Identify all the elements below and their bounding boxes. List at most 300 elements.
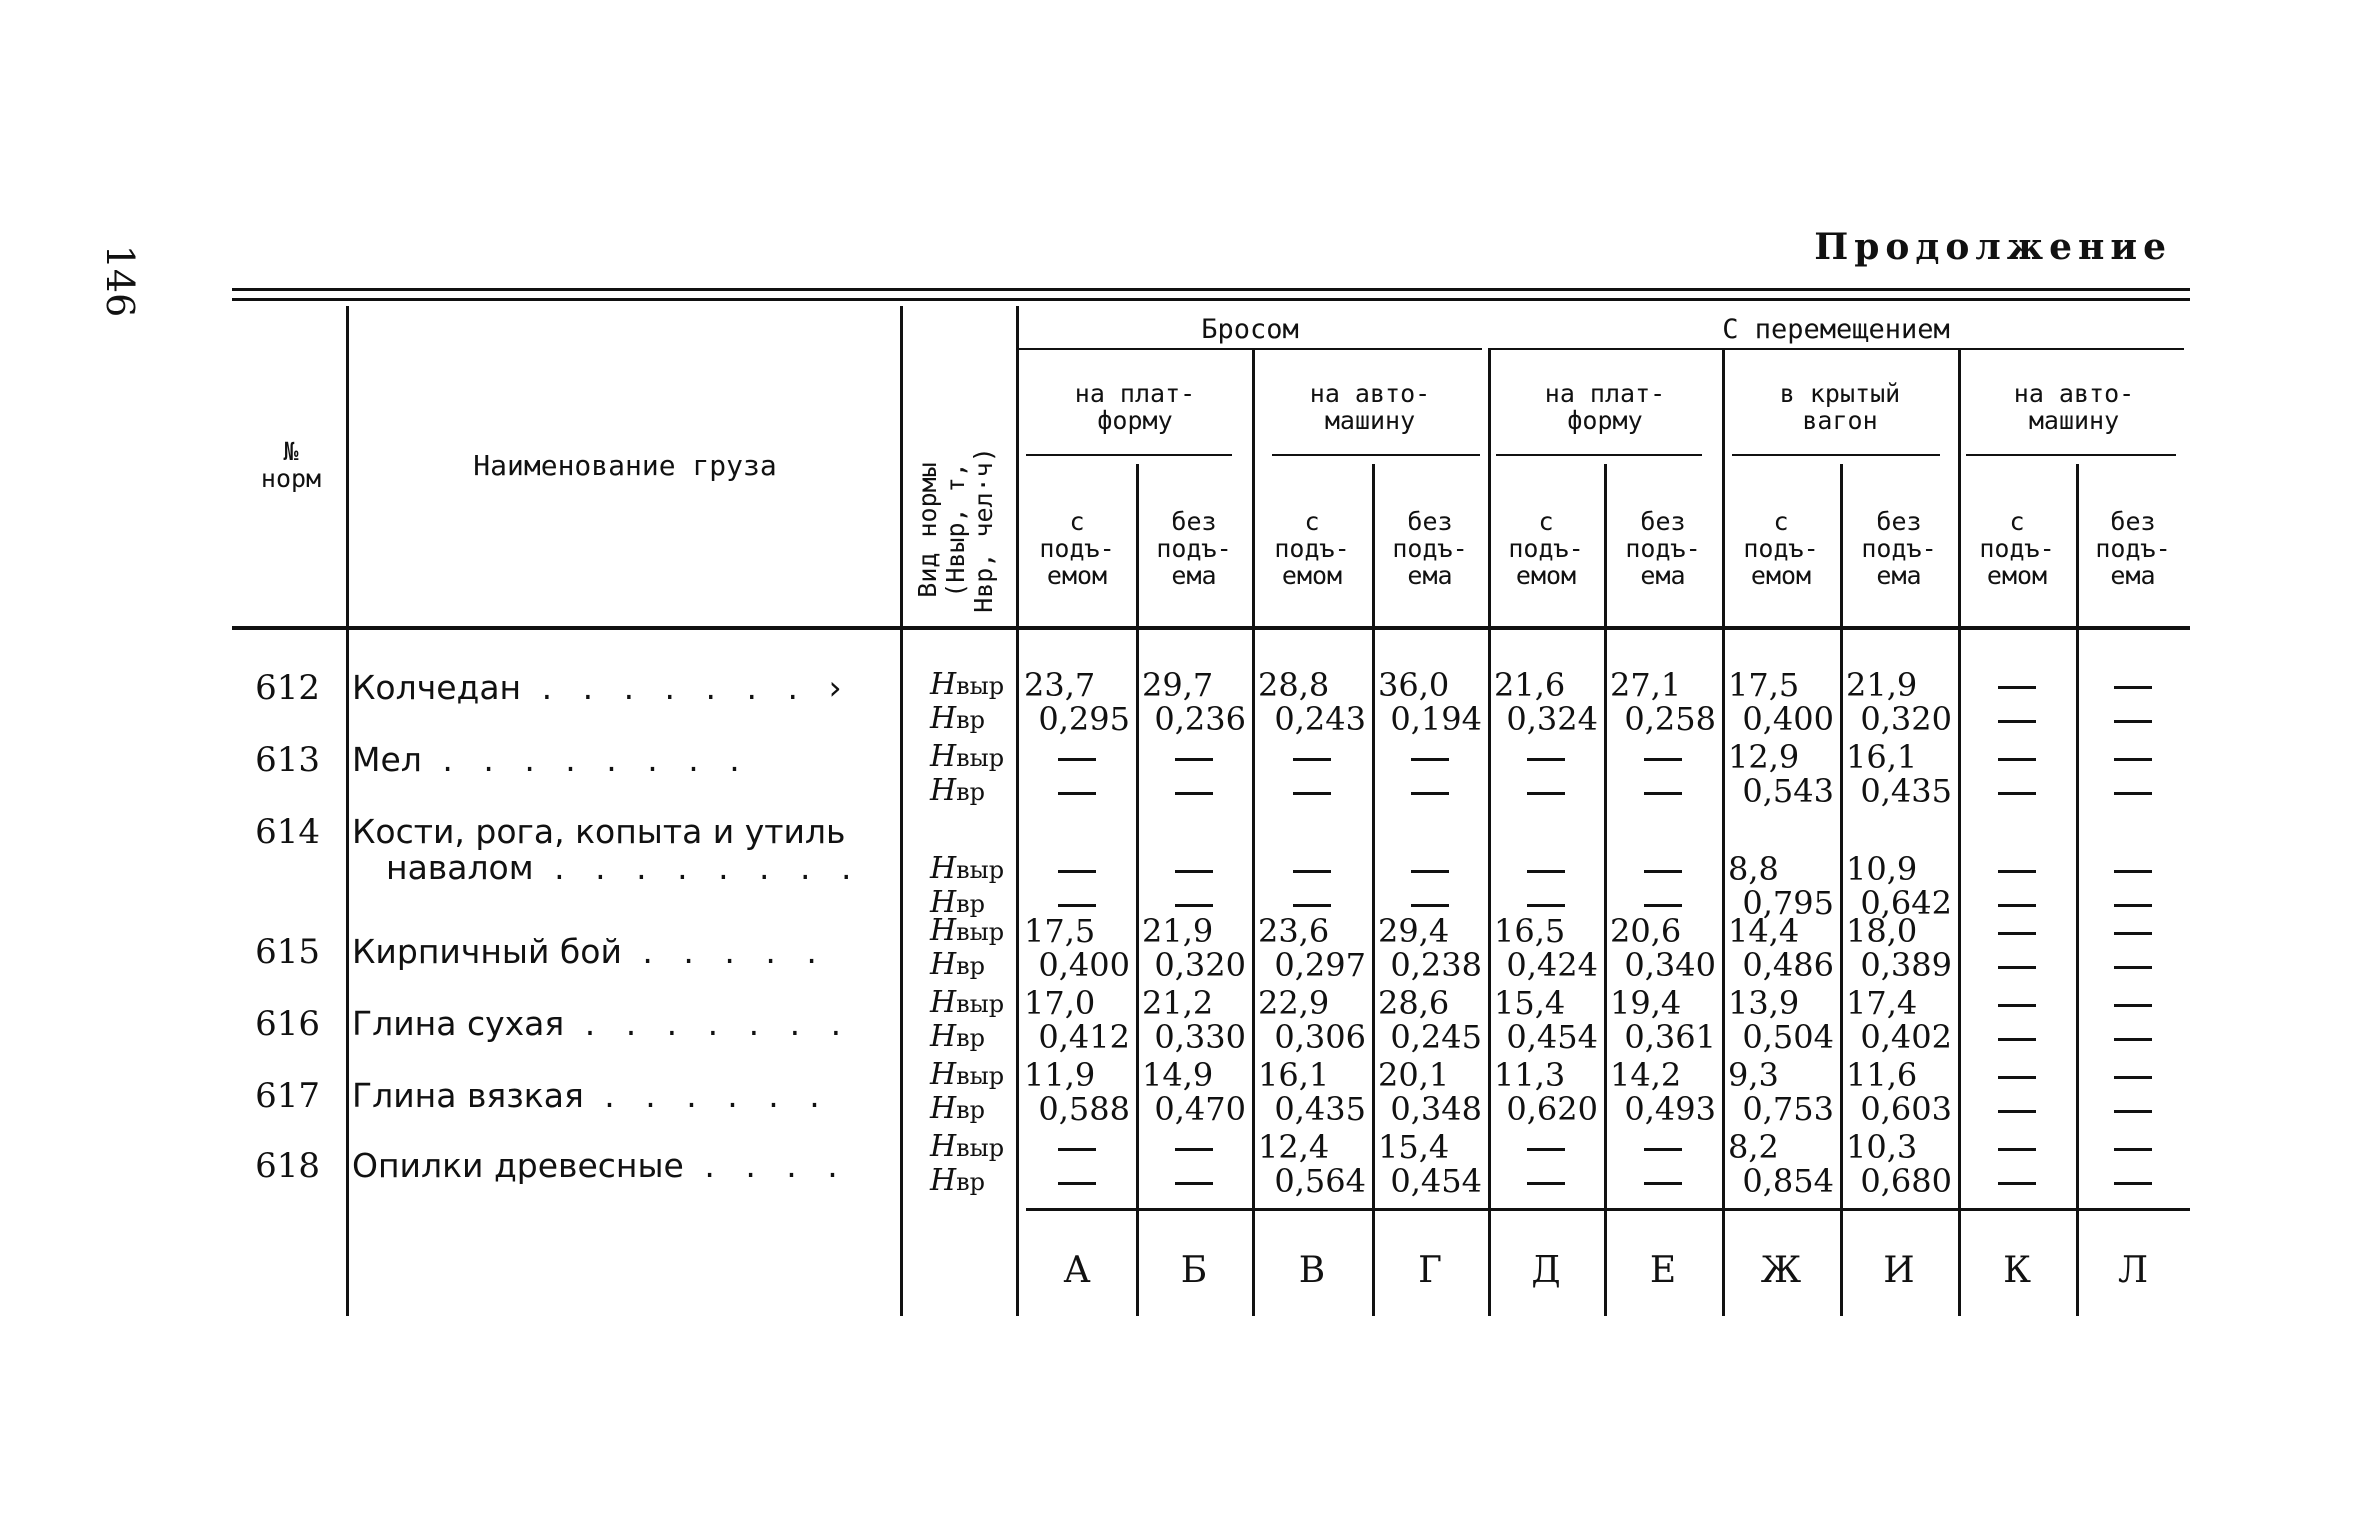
- row-618-kind-vr: [930, 1164, 985, 1199]
- row-615-vyr-col-2: 23,6: [1258, 912, 1330, 950]
- vline-name-left: [346, 306, 349, 1316]
- row-613-kind-vr-symbol: Н: [930, 773, 957, 808]
- row-615-vyr-col-4: 16,5: [1494, 912, 1566, 950]
- vline-group-3: [1958, 350, 1961, 1316]
- row-614-vr-col-9-dash: [2114, 904, 2152, 907]
- row-613-vr-col-1-dash: [1175, 792, 1213, 795]
- row-617-kind-vr-symbol: Н: [930, 1091, 957, 1126]
- row-616-vyr-col-5: 19,4: [1610, 984, 1682, 1022]
- row-618-vr-col-6: 0,854: [1742, 1162, 1834, 1200]
- subgroup-rule-3: [1732, 454, 1940, 456]
- subheader-1-line-1: на авто-: [1309, 379, 1431, 408]
- row-616-vr-col-3: 0,245: [1390, 1018, 1482, 1056]
- column-letter-6: Ж: [1760, 1250, 1802, 1291]
- row-616-vyr-col-3: 28,6: [1378, 984, 1450, 1022]
- row-617-name: [352, 1076, 830, 1115]
- continuation-label: Продолжение: [1814, 226, 2172, 268]
- row-618-vyr-col-5-dash: [1644, 1148, 1682, 1151]
- row-612-number: 612: [255, 668, 320, 708]
- row-615-name-text: Кирпичный бой: [352, 932, 622, 971]
- col-header-7-line-3: ема: [1876, 561, 1922, 590]
- row-616-kind-vr-symbol: Н: [930, 1019, 957, 1054]
- row-613-kind-vyr-subscript: выр: [956, 744, 1005, 772]
- subheader-1: [1252, 380, 1488, 434]
- row-615-vyr-col-0: 17,5: [1024, 912, 1096, 950]
- row-617-dots: . . . . . .: [583, 1076, 830, 1115]
- col-header-3-line-2: подъ-: [1392, 534, 1468, 563]
- row-612-vyr-col-7: 21,9: [1846, 666, 1918, 704]
- column-letter-8: К: [2003, 1250, 2031, 1291]
- row-614-vyr-col-8-dash: [1998, 870, 2036, 873]
- row-612-vyr-col-3: 36,0: [1378, 666, 1450, 704]
- row-615-vyr-col-1: 21,9: [1142, 912, 1214, 950]
- row-612-vyr-col-0: 23,7: [1024, 666, 1096, 704]
- row-614-kind-vyr-subscript: выр: [956, 856, 1005, 884]
- row-613-vr-col-2-dash: [1293, 792, 1331, 795]
- row-617-kind-vyr-symbol: Н: [930, 1057, 957, 1092]
- row-617-vyr-col-7: 11,6: [1846, 1056, 1918, 1094]
- row-616-vr-col-0: 0,412: [1038, 1018, 1130, 1056]
- row-612-name-text: Колчедан: [352, 668, 522, 707]
- row-614-kind-vr-subscript: вр: [956, 890, 986, 918]
- col-header-0-line-2: подъ-: [1039, 534, 1115, 563]
- row-618-vr-col-1-dash: [1175, 1182, 1213, 1185]
- row-618-vyr-col-8-dash: [1998, 1148, 2036, 1151]
- row-618-kind-vyr: [930, 1130, 1004, 1165]
- row-612-vyr-col-5: 27,1: [1610, 666, 1682, 704]
- row-612-vyr-col-9-dash: [2114, 686, 2152, 689]
- row-615-vr-col-0: 0,400: [1038, 946, 1130, 984]
- row-616-kind-vyr-subscript: выр: [956, 990, 1005, 1018]
- row-615-kind-vr: [930, 948, 985, 983]
- row-613-vyr-col-3-dash: [1411, 758, 1449, 761]
- row-613-vyr-col-2-dash: [1293, 758, 1331, 761]
- row-614-vyr-col-9-dash: [2114, 870, 2152, 873]
- row-614-vr-col-8-dash: [1998, 904, 2036, 907]
- row-613-number: 613: [255, 740, 320, 780]
- row-614-vyr-col-0-dash: [1058, 870, 1096, 873]
- row-617-vr-col-0: 0,588: [1038, 1090, 1130, 1128]
- row-616-vr-col-4: 0,454: [1506, 1018, 1598, 1056]
- row-615-vyr-col-3: 29,4: [1378, 912, 1450, 950]
- row-613-vyr-col-5-dash: [1644, 758, 1682, 761]
- column-letter-7: И: [1883, 1250, 1915, 1291]
- row-617-vr-col-4: 0,620: [1506, 1090, 1598, 1128]
- row-613-kind-vyr-symbol: Н: [930, 739, 957, 774]
- row-613-kind-vr: [930, 774, 985, 809]
- col-header-8: [1958, 508, 2076, 589]
- row-612-vr-col-0: 0,295: [1038, 700, 1130, 738]
- row-616-vyr-col-2: 22,9: [1258, 984, 1330, 1022]
- column-letter-1: Б: [1180, 1250, 1208, 1291]
- row-616-dots: . . . . . . .: [564, 1004, 852, 1043]
- row-613-vr-col-7: 0,435: [1860, 772, 1952, 810]
- header-kind-line-2: (Нвыр, т,: [941, 462, 970, 598]
- row-616-name-text: Глина сухая: [352, 1004, 565, 1043]
- row-612-vyr-col-4: 21,6: [1494, 666, 1566, 704]
- row-614-vyr-col-5-dash: [1644, 870, 1682, 873]
- col-header-6-line-1: с: [1773, 507, 1789, 536]
- row-613-vr-col-3-dash: [1411, 792, 1449, 795]
- row-614-vr-col-4-dash: [1527, 904, 1565, 907]
- row-616-vr-col-8-dash: [1998, 1038, 2036, 1041]
- col-header-3-line-1: без: [1407, 507, 1453, 536]
- subheader-4-line-1: на авто-: [2013, 379, 2135, 408]
- row-612-vr-col-2: 0,243: [1274, 700, 1366, 738]
- row-617-vr-col-2: 0,435: [1274, 1090, 1366, 1128]
- row-613-vyr-col-8-dash: [1998, 758, 2036, 761]
- subgroup-rule-1: [1272, 454, 1480, 456]
- col-header-5-line-2: подъ-: [1625, 534, 1701, 563]
- row-613-name: [352, 740, 750, 779]
- row-613-vr-col-9-dash: [2114, 792, 2152, 795]
- row-616-kind-vyr-symbol: Н: [930, 985, 957, 1020]
- col-header-4: [1488, 508, 1604, 589]
- row-614-name2-text: навалом: [386, 848, 534, 887]
- subgroup-rule-4: [1966, 454, 2176, 456]
- row-615-vyr-col-9-dash: [2114, 932, 2152, 935]
- column-letter-2: В: [1298, 1250, 1326, 1291]
- row-614-number: 614: [255, 812, 320, 852]
- col-header-7: [1840, 508, 1958, 589]
- row-614-vyr-col-6: 8,8: [1728, 850, 1779, 888]
- col-header-5-line-3: ема: [1640, 561, 1686, 590]
- row-613-vyr-col-6: 12,9: [1728, 738, 1800, 776]
- subheader-0-line-2: форму: [1097, 406, 1173, 435]
- top-rule-1: [232, 288, 2190, 291]
- col-header-3-line-3: ема: [1407, 561, 1453, 590]
- vline-sub-1: [1372, 464, 1375, 1316]
- col-header-1: [1136, 508, 1252, 589]
- row-615-vr-col-1: 0,320: [1154, 946, 1246, 984]
- col-header-5: [1604, 508, 1722, 589]
- row-612-vr-col-7: 0,320: [1860, 700, 1952, 738]
- column-letter-3: Г: [1418, 1250, 1442, 1291]
- row-618-vyr-col-1-dash: [1175, 1148, 1213, 1151]
- col-header-4-line-2: подъ-: [1508, 534, 1584, 563]
- row-614-vyr-col-1-dash: [1175, 870, 1213, 873]
- row-612-kind-vr: [930, 702, 985, 737]
- vline-group-0: [1252, 350, 1255, 1316]
- col-header-6: [1722, 508, 1840, 589]
- col-header-7-line-2: подъ-: [1861, 534, 1937, 563]
- row-613-vr-col-8-dash: [1998, 792, 2036, 795]
- row-618-kind-vyr-subscript: выр: [956, 1134, 1005, 1162]
- row-617-vyr-col-3: 20,1: [1378, 1056, 1450, 1094]
- row-615-kind-vr-subscript: вр: [956, 952, 986, 980]
- row-618-vyr-col-9-dash: [2114, 1148, 2152, 1151]
- row-615-vyr-col-5: 20,6: [1610, 912, 1682, 950]
- row-617-vr-col-9-dash: [2114, 1110, 2152, 1113]
- row-612-vr-col-8-dash: [1998, 720, 2036, 723]
- vline-sub-3: [1840, 464, 1843, 1316]
- letters-rule: [1026, 1208, 2190, 1211]
- row-615-vyr-col-6: 14,4: [1728, 912, 1800, 950]
- row-615-vr-col-3: 0,238: [1390, 946, 1482, 984]
- row-616-vr-col-9-dash: [2114, 1038, 2152, 1041]
- row-618-vyr-col-6: 8,2: [1728, 1128, 1779, 1166]
- row-618-dots: . . . .: [683, 1146, 848, 1185]
- row-614-name-line2: [386, 848, 862, 887]
- row-618-number: 618: [255, 1146, 320, 1186]
- row-613-vyr-col-1-dash: [1175, 758, 1213, 761]
- header-num-symbol: №: [283, 437, 299, 466]
- row-615-kind-vyr-subscript: выр: [956, 918, 1005, 946]
- col-header-9-line-1: без: [2110, 507, 2156, 536]
- row-617-kind-vyr-subscript: выр: [956, 1062, 1005, 1090]
- row-613-vr-col-5-dash: [1644, 792, 1682, 795]
- col-header-8-line-1: с: [2009, 507, 2025, 536]
- row-617-vyr-col-4: 11,3: [1494, 1056, 1566, 1094]
- subheader-2-line-2: форму: [1567, 406, 1643, 435]
- row-618-name-text: Опилки древесные: [352, 1146, 684, 1185]
- row-613-vr-col-0-dash: [1058, 792, 1096, 795]
- row-617-vr-col-8-dash: [1998, 1110, 2036, 1113]
- row-615-number: 615: [255, 932, 320, 972]
- row-614-name: [352, 812, 845, 851]
- subheader-3-line-1: в крытый: [1779, 379, 1901, 408]
- row-612-name: [352, 668, 852, 707]
- col-header-2-line-2: подъ-: [1274, 534, 1350, 563]
- row-616-number: 616: [255, 1004, 320, 1044]
- row-612-kind-vyr: [930, 668, 1004, 703]
- vline-sub-2: [1604, 464, 1607, 1316]
- row-618-vyr-col-0-dash: [1058, 1148, 1096, 1151]
- row-613-vyr-col-9-dash: [2114, 758, 2152, 761]
- row-616-name: [352, 1004, 851, 1043]
- row-616-vr-col-5: 0,361: [1624, 1018, 1716, 1056]
- row-612-kind-vr-symbol: Н: [930, 701, 957, 736]
- subheader-2: [1488, 380, 1722, 434]
- row-617-vyr-col-6: 9,3: [1728, 1056, 1779, 1094]
- col-header-5-line-1: без: [1640, 507, 1686, 536]
- row-618-vr-col-4-dash: [1527, 1182, 1565, 1185]
- row-618-kind-vr-symbol: Н: [930, 1163, 957, 1198]
- row-614-vr-col-0-dash: [1058, 904, 1096, 907]
- row-615-vr-col-4: 0,424: [1506, 946, 1598, 984]
- row-612-vyr-col-6: 17,5: [1728, 666, 1800, 704]
- row-617-kind-vr: [930, 1092, 985, 1127]
- row-617-vr-col-7: 0,603: [1860, 1090, 1952, 1128]
- subheader-0: [1018, 380, 1252, 434]
- row-617-number: 617: [255, 1076, 320, 1116]
- row-614-vyr-col-3-dash: [1411, 870, 1449, 873]
- row-617-vyr-col-0: 11,9: [1024, 1056, 1096, 1094]
- row-614-vyr-col-4-dash: [1527, 870, 1565, 873]
- row-618-name: [352, 1146, 848, 1185]
- vline-sub-4: [2076, 464, 2079, 1316]
- row-615-vr-col-7: 0,389: [1860, 946, 1952, 984]
- subheader-0-line-1: на плат-: [1074, 379, 1196, 408]
- subheader-3-line-2: вагон: [1802, 406, 1878, 435]
- row-616-kind-vyr: [930, 986, 1004, 1021]
- row-617-vyr-col-2: 16,1: [1258, 1056, 1330, 1094]
- row-615-vyr-col-7: 18,0: [1846, 912, 1918, 950]
- header-kind: [914, 440, 998, 620]
- row-615-kind-vr-symbol: Н: [930, 947, 957, 982]
- row-617-vr-col-5: 0,493: [1624, 1090, 1716, 1128]
- header-num: [236, 438, 346, 492]
- col-header-9-line-3: ема: [2110, 561, 2156, 590]
- row-614-vr-col-6: 0,795: [1742, 884, 1834, 922]
- row-616-kind-vr-subscript: вр: [956, 1024, 986, 1052]
- row-617-vyr-col-1: 14,9: [1142, 1056, 1214, 1094]
- row-617-kind-vr-subscript: вр: [956, 1096, 986, 1124]
- header-bottom-rule: [232, 626, 2190, 630]
- row-615-kind-vyr-symbol: Н: [930, 913, 957, 948]
- row-613-vyr-col-4-dash: [1527, 758, 1565, 761]
- row-613-name-text: Мел: [352, 740, 422, 779]
- col-header-6-line-2: подъ-: [1743, 534, 1819, 563]
- col-header-3: [1372, 508, 1488, 589]
- row-612-dots: . . . . . . . ›: [521, 668, 852, 707]
- row-615-vr-col-9-dash: [2114, 966, 2152, 969]
- col-header-7-line-1: без: [1876, 507, 1922, 536]
- row-615-vr-col-6: 0,486: [1742, 946, 1834, 984]
- row-614-vr-col-1-dash: [1175, 904, 1213, 907]
- row-612-kind-vyr-subscript: выр: [956, 672, 1005, 700]
- subheader-1-line-2: машину: [1324, 406, 1416, 435]
- row-615-name: [352, 932, 827, 971]
- col-header-4-line-1: с: [1538, 507, 1554, 536]
- row-618-kind-vr-subscript: вр: [956, 1168, 986, 1196]
- col-header-9: [2076, 508, 2190, 589]
- row-615-vr-col-5: 0,340: [1624, 946, 1716, 984]
- col-header-4-line-3: емом: [1515, 561, 1577, 590]
- column-letter-9: Л: [2117, 1250, 2149, 1291]
- row-612-vr-col-5: 0,258: [1624, 700, 1716, 738]
- vline-name-right: [900, 306, 903, 1316]
- top-rule-2: [232, 298, 2190, 301]
- row-617-name-text: Глина вязкая: [352, 1076, 584, 1115]
- row-618-vyr-col-7: 10,3: [1846, 1128, 1918, 1166]
- row-614-kind-vr-symbol: Н: [930, 885, 957, 920]
- row-617-vr-col-6: 0,753: [1742, 1090, 1834, 1128]
- row-613-dots: . . . . . . . .: [421, 740, 750, 779]
- col-header-0: [1018, 508, 1136, 589]
- row-613-vr-col-6: 0,543: [1742, 772, 1834, 810]
- row-615-vr-col-8-dash: [1998, 966, 2036, 969]
- subheader-3: [1722, 380, 1958, 434]
- col-header-1-line-2: подъ-: [1156, 534, 1232, 563]
- subheader-2-line-1: на плат-: [1544, 379, 1666, 408]
- row-613-vr-col-4-dash: [1527, 792, 1565, 795]
- row-612-vr-col-1: 0,236: [1154, 700, 1246, 738]
- row-617-vyr-col-5: 14,2: [1610, 1056, 1682, 1094]
- header-group-peremeshch: С перемещением: [1722, 314, 1950, 345]
- vline-kind-right: [1016, 306, 1019, 1316]
- row-618-vr-col-7: 0,680: [1860, 1162, 1952, 1200]
- column-letter-4: Д: [1531, 1250, 1561, 1291]
- row-617-vyr-col-9-dash: [2114, 1076, 2152, 1079]
- row-612-vyr-col-8-dash: [1998, 686, 2036, 689]
- row-612-vyr-col-1: 29,7: [1142, 666, 1214, 704]
- row-614-vr-col-7: 0,642: [1860, 884, 1952, 922]
- row-614-vyr-col-7: 10,9: [1846, 850, 1918, 888]
- row-618-vr-col-8-dash: [1998, 1182, 2036, 1185]
- header-group-brosom: Бросом: [1201, 314, 1299, 345]
- row-614-vr-col-2-dash: [1293, 904, 1331, 907]
- row-618-vr-col-9-dash: [2114, 1182, 2152, 1185]
- subheader-4: [1958, 380, 2190, 434]
- row-616-vr-col-1: 0,330: [1154, 1018, 1246, 1056]
- row-615-vr-col-2: 0,297: [1274, 946, 1366, 984]
- row-614-name-text: Кости, рога, копыта и утиль: [352, 812, 846, 851]
- header-kind-line-3: Нвр, чел·ч): [969, 447, 998, 613]
- col-header-2: [1252, 508, 1372, 589]
- col-header-8-line-3: емом: [1986, 561, 2048, 590]
- row-616-vyr-col-8-dash: [1998, 1004, 2036, 1007]
- row-614-vr-col-3-dash: [1411, 904, 1449, 907]
- row-615-dots: . . . . .: [621, 932, 827, 971]
- row-616-vr-col-6: 0,504: [1742, 1018, 1834, 1056]
- vline-group-2: [1722, 350, 1725, 1316]
- row-614-kind-vyr-symbol: Н: [930, 851, 957, 886]
- row-615-kind-vyr: [930, 914, 1004, 949]
- col-header-8-line-2: подъ-: [1979, 534, 2055, 563]
- row-616-vyr-col-9-dash: [2114, 1004, 2152, 1007]
- col-header-2-line-3: емом: [1281, 561, 1343, 590]
- col-header-1-line-1: без: [1171, 507, 1217, 536]
- group-rule-left: [1018, 348, 1482, 350]
- row-612-vr-col-3: 0,194: [1390, 700, 1482, 738]
- column-letter-0: А: [1063, 1250, 1091, 1291]
- subgroup-rule-0: [1026, 454, 1232, 456]
- col-header-0-line-1: с: [1069, 507, 1085, 536]
- col-header-6-line-3: емом: [1750, 561, 1812, 590]
- row-616-vyr-col-1: 21,2: [1142, 984, 1214, 1022]
- row-612-kind-vr-subscript: вр: [956, 706, 986, 734]
- row-617-vr-col-3: 0,348: [1390, 1090, 1482, 1128]
- row-612-kind-vyr-symbol: Н: [930, 667, 957, 702]
- header-name: Наименование груза: [473, 449, 777, 482]
- col-header-9-line-2: подъ-: [2095, 534, 2171, 563]
- row-618-vr-col-5-dash: [1644, 1182, 1682, 1185]
- row-616-kind-vr: [930, 1020, 985, 1055]
- header-kind-line-1: Вид нормы: [913, 462, 942, 598]
- row-613-vyr-col-0-dash: [1058, 758, 1096, 761]
- row-614-dots: . . . . . . . .: [533, 848, 862, 887]
- col-header-2-line-1: с: [1304, 507, 1320, 536]
- subheader-4-line-2: машину: [2028, 406, 2120, 435]
- row-616-vr-col-2: 0,306: [1274, 1018, 1366, 1056]
- vline-group-1: [1488, 350, 1491, 1316]
- row-614-kind-vyr: [930, 852, 1004, 887]
- col-header-1-line-3: ема: [1171, 561, 1217, 590]
- row-617-kind-vyr: [930, 1058, 1004, 1093]
- column-letter-5: Е: [1649, 1250, 1677, 1291]
- row-613-kind-vr-subscript: вр: [956, 778, 986, 806]
- subgroup-rule-2: [1496, 454, 1702, 456]
- row-613-kind-vyr: [930, 740, 1004, 775]
- row-614-vyr-col-2-dash: [1293, 870, 1331, 873]
- row-612-vyr-col-2: 28,8: [1258, 666, 1330, 704]
- row-618-vyr-col-2: 12,4: [1258, 1128, 1330, 1166]
- row-616-vyr-col-4: 15,4: [1494, 984, 1566, 1022]
- row-618-vyr-col-3: 15,4: [1378, 1128, 1450, 1166]
- row-618-vyr-col-4-dash: [1527, 1148, 1565, 1151]
- row-616-vyr-col-0: 17,0: [1024, 984, 1096, 1022]
- row-618-kind-vyr-symbol: Н: [930, 1129, 957, 1164]
- row-618-vr-col-2: 0,564: [1274, 1162, 1366, 1200]
- row-617-vr-col-1: 0,470: [1154, 1090, 1246, 1128]
- row-617-vyr-col-8-dash: [1998, 1076, 2036, 1079]
- col-header-0-line-3: емом: [1046, 561, 1108, 590]
- row-616-vyr-col-6: 13,9: [1728, 984, 1800, 1022]
- row-614-vr-col-5-dash: [1644, 904, 1682, 907]
- row-612-vr-col-4: 0,324: [1506, 700, 1598, 738]
- row-612-vr-col-9-dash: [2114, 720, 2152, 723]
